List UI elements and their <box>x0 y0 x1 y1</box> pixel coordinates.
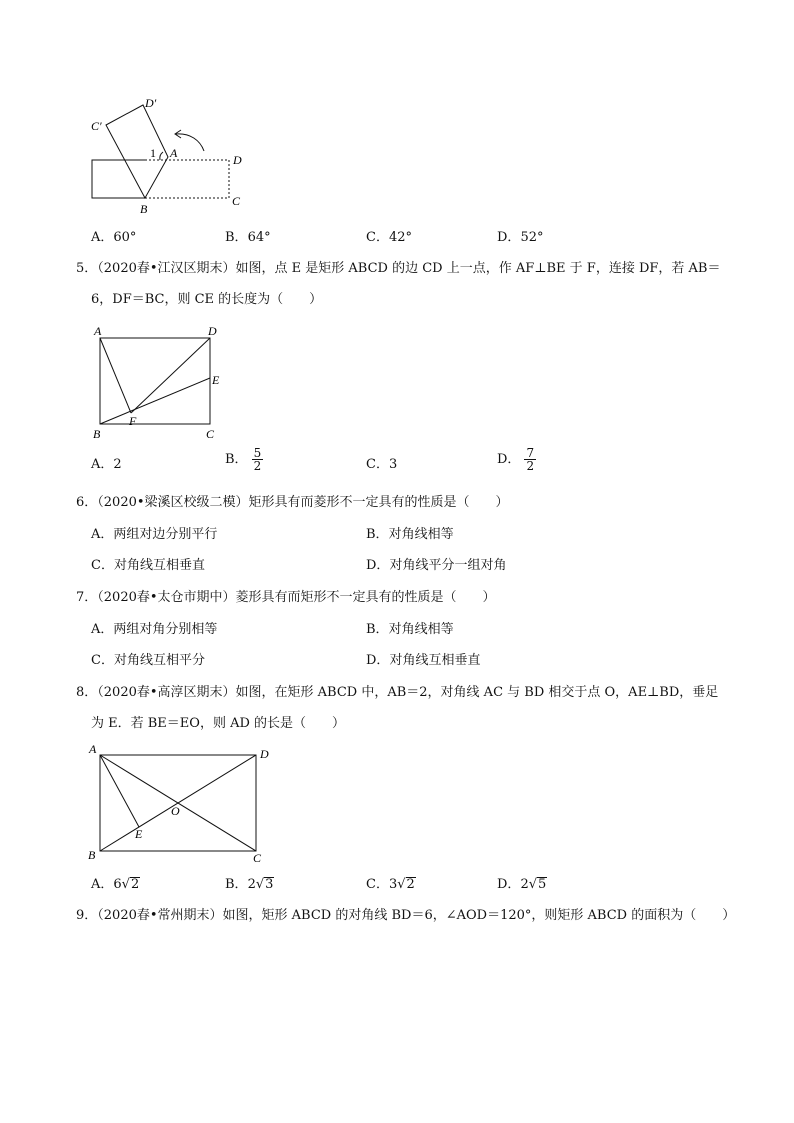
q8-label-a: A <box>89 742 97 756</box>
q8-option-c[interactable] <box>366 876 416 894</box>
option-text: 对角线互相垂直 <box>389 653 481 668</box>
q7-option-b[interactable] <box>366 621 454 639</box>
q5-label-a: A <box>94 324 102 338</box>
q8-option-d[interactable] <box>497 876 547 894</box>
option-letter: C． <box>366 230 389 245</box>
option-text: 3 <box>388 457 398 472</box>
q4-label-c: C <box>232 194 241 208</box>
sqrt-symbol: √ <box>528 877 538 892</box>
fraction-numerator: 7 <box>526 446 535 460</box>
q9-stem: 9．（2020春•常州期末）如图，矩形 ABCD 的对角线 BD＝6，∠AOD＝120°，则矩形 ABCD 的面积为（ ） <box>76 908 736 923</box>
q6-option-c[interactable] <box>91 557 205 575</box>
q4-option-c[interactable] <box>366 229 412 247</box>
q8-label-e: E <box>135 827 143 841</box>
q4-rotation-arrow <box>176 134 204 151</box>
q4-label-a: A <box>170 146 178 160</box>
sqrt-symbol: √ <box>397 877 406 892</box>
q5-stem-line1: 5．（2020春•江汉区期末）如图，点 E 是矩形 ABCD 的边 CD 上一点，作 AF⊥BE 于 F，连接 DF，若 AB＝ <box>76 261 721 276</box>
q4-option-b[interactable] <box>225 229 271 247</box>
q8-figure <box>84 738 274 868</box>
option-radicand: 2 <box>406 877 415 892</box>
q8-label-d: D <box>260 747 269 761</box>
option-text: 对角线相等 <box>388 527 454 542</box>
q5-option-a[interactable] <box>91 456 122 474</box>
option-coefficient: 3 <box>388 877 398 892</box>
q4-figure <box>84 94 254 219</box>
q8-option-b[interactable] <box>225 876 274 894</box>
q8-option-a[interactable] <box>91 876 140 894</box>
option-letter: B． <box>366 622 389 637</box>
option-letter: B． <box>366 527 389 542</box>
option-text: 对角线相等 <box>388 622 454 637</box>
q5-label-d: D <box>208 324 217 338</box>
q6-option-a[interactable] <box>91 526 217 544</box>
q5-stem-line2: 6，DF＝BC，则 CE 的长度为（ ） <box>91 292 323 307</box>
q4-label-d-prime: D′ <box>145 96 157 110</box>
fraction <box>524 447 536 472</box>
q8-label-o: O <box>171 804 180 818</box>
option-letter: A． <box>91 527 114 542</box>
option-text: 42° <box>388 230 412 245</box>
q8-line-ae <box>100 755 139 827</box>
q5-option-b[interactable] <box>225 447 263 472</box>
q6-option-b[interactable] <box>366 526 454 544</box>
option-letter: D． <box>497 230 521 245</box>
q4-option-a[interactable] <box>91 229 136 247</box>
q8-stem-line1: 8．（2020春•高淳区期末）如图，在矩形 ABCD 中，AB＝2，对角线 AC 与 BD 相交于点 O，AE⊥BD，垂足 <box>76 685 719 700</box>
q8-label-b: B <box>88 848 96 862</box>
option-letter: D． <box>497 452 521 467</box>
q5-label-e: E <box>212 373 220 387</box>
option-letter: D． <box>366 558 390 573</box>
q6-stem: 6．（2020•梁溪区校级二模）矩形具有而菱形不一定具有的性质是（ ） <box>76 495 509 510</box>
option-text: 60° <box>113 230 137 245</box>
option-text: 2 <box>113 457 122 472</box>
fraction-denominator: 2 <box>253 459 262 473</box>
option-letter: C． <box>91 558 114 573</box>
q5-line-df <box>131 338 210 413</box>
q5-option-c[interactable] <box>366 456 397 474</box>
q4-rect-solid <box>92 160 145 198</box>
fraction-numerator: 5 <box>253 446 262 460</box>
q7-option-c[interactable] <box>91 652 205 670</box>
q4-option-d[interactable] <box>497 229 543 247</box>
option-letter: A． <box>91 877 114 892</box>
option-letter: C． <box>366 457 389 472</box>
q6-option-d[interactable] <box>366 557 506 575</box>
sqrt-symbol: √ <box>121 877 130 892</box>
option-text: 对角线平分一组对角 <box>389 558 507 573</box>
option-text: 两组对边分别平行 <box>113 527 218 542</box>
q4-angle-mark <box>160 152 163 160</box>
option-letter: B． <box>225 877 248 892</box>
q4-label-angle1: 1 <box>150 146 156 160</box>
q5-rect <box>100 338 210 424</box>
option-text: 52° <box>520 230 544 245</box>
fraction-denominator: 2 <box>526 459 535 473</box>
fraction <box>252 447 264 472</box>
q4-label-c-prime: C′ <box>91 119 102 133</box>
q5-figure <box>88 318 228 443</box>
q5-label-c: C <box>206 427 215 441</box>
q5-line-be <box>100 378 210 424</box>
option-text: 对角线互相平分 <box>113 653 205 668</box>
option-coefficient: 2 <box>520 877 529 892</box>
q8-label-c: C <box>253 851 262 865</box>
option-letter: B． <box>225 230 248 245</box>
option-letter: D． <box>366 653 390 668</box>
q7-stem: 7．（2020春•太仓市期中）菱形具有而矩形不一定具有的性质是（ ） <box>76 590 496 605</box>
q4-label-b: B <box>140 202 148 216</box>
option-letter: A． <box>91 230 114 245</box>
option-radicand: 2 <box>130 877 140 892</box>
option-text: 64° <box>247 230 271 245</box>
q7-option-a[interactable] <box>91 621 217 639</box>
option-text: 对角线互相垂直 <box>113 558 205 573</box>
option-text: 两组对角分别相等 <box>113 622 218 637</box>
option-letter: B． <box>225 452 248 467</box>
q5-line-af <box>100 338 131 413</box>
option-letter: D． <box>497 877 521 892</box>
option-letter: C． <box>366 877 389 892</box>
q5-option-d[interactable] <box>497 447 536 472</box>
option-radicand: 3 <box>265 877 274 892</box>
option-letter: A． <box>91 457 114 472</box>
q7-option-d[interactable] <box>366 652 480 670</box>
q5-label-b: B <box>93 427 101 441</box>
option-letter: A． <box>91 622 114 637</box>
q4-folded-rect <box>106 105 168 198</box>
option-coefficient: 6 <box>113 877 122 892</box>
option-letter: C． <box>91 653 114 668</box>
q8-stem-line2: 为 E．若 BE＝EO，则 AD 的长是（ ） <box>91 716 346 731</box>
q4-rect-dotted <box>145 160 229 198</box>
option-coefficient: 2 <box>247 877 256 892</box>
option-radicand: 5 <box>538 877 547 892</box>
q4-label-d: D <box>233 153 242 167</box>
q5-label-f: F <box>129 414 137 428</box>
sqrt-symbol: √ <box>255 877 265 892</box>
